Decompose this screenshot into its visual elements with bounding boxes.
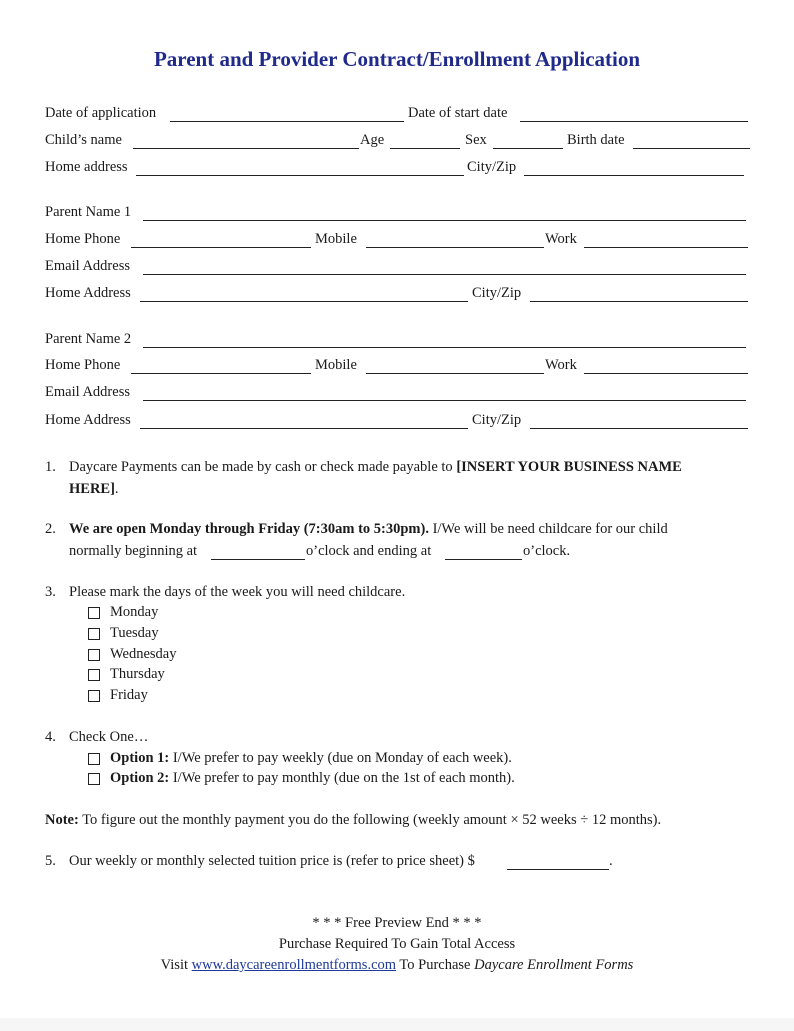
date-of-application-label: Date of application [45,105,157,121]
parent1-email-label: Email Address [45,258,130,274]
day-friday-label: Friday [110,687,148,703]
age-label: Age [360,132,385,148]
date-of-application-field[interactable] [170,121,404,122]
day-wednesday-label: Wednesday [110,646,177,662]
product-name: Daycare Enrollment Forms [474,957,634,973]
item-4-number: 4. [45,729,56,745]
option-1-label [110,750,512,767]
day-thursday-label: Thursday [110,666,165,682]
item-2-plain: I/We will be need childcare for our child [428,521,668,537]
preview-end-notice: * * * Free Preview End * * * [312,915,482,931]
parent2-mobile-label: Mobile [315,357,357,373]
birth-date-field[interactable] [633,148,750,149]
item-3-number: 3. [45,584,56,600]
parent1-home-address-field[interactable] [140,301,468,302]
parent2-city-zip-label: City/Zip [472,412,522,428]
date-of-start-field[interactable] [520,121,748,122]
tuition-price-field[interactable] [507,869,609,870]
home-address-label: Home address [45,159,128,175]
parent1-name-label: Parent Name 1 [45,204,132,220]
parent1-work-label: Work [545,231,577,247]
parent2-mobile-field[interactable] [366,373,544,374]
begin-time-field[interactable] [211,559,305,560]
note-text [45,812,661,829]
day-tuesday-label: Tuesday [110,625,159,641]
wednesday-checkbox[interactable] [88,649,100,661]
item-2-oclock: o’clock. [523,543,571,559]
note-body: To figure out the monthly payment you do the following (weekly amount × 52 weeks ÷ 12 months). [78,812,662,828]
item-2-text [69,521,668,538]
item-5-text: Our weekly or monthly selected tuition price is (refer to price sheet) $ [69,853,475,869]
city-zip-field[interactable] [524,175,744,176]
item-2-number: 2. [45,521,56,537]
parent1-mobile-field[interactable] [366,247,544,248]
option-1-checkbox[interactable] [88,753,100,765]
item-1-number: 1. [45,459,56,475]
item-5-number: 5. [45,853,56,869]
parent1-work-field[interactable] [584,247,748,248]
option-2-text: I/We prefer to pay monthly (due on the 1st of each month). [169,770,515,786]
parent2-home-phone-field[interactable] [131,373,311,374]
parent1-home-phone-field[interactable] [131,247,311,248]
parent2-name-label: Parent Name 2 [45,331,132,347]
visit-line [0,957,794,974]
option-1-text: I/We prefer to pay weekly (due on Monday of each week). [169,750,512,766]
option-2-checkbox[interactable] [88,773,100,785]
parent2-home-address-field[interactable] [140,428,468,429]
parent2-email-label: Email Address [45,384,130,400]
date-of-start-label: Date of start date [408,105,508,121]
item-4-text: Check One… [69,729,149,745]
item-1-text [69,459,682,476]
parent2-city-zip-field[interactable] [530,428,748,429]
monday-checkbox[interactable] [88,607,100,619]
item-2-begin-label: normally beginning at [69,543,198,559]
item-1-period: . [114,481,119,497]
item-1-business-name-end: HERE] [69,481,115,497]
parent2-work-label: Work [545,357,577,373]
parent2-home-address-label: Home Address [45,412,131,428]
item-3-text: Please mark the days of the week you will need childcare. [69,584,406,600]
option-1-title: Option 1: [110,750,170,766]
sex-label: Sex [465,132,487,148]
sex-field[interactable] [493,148,563,149]
day-monday-label: Monday [110,604,159,620]
page-title: Parent and Provider Contract/Enrollment Application [153,47,641,71]
age-field[interactable] [390,148,460,149]
parent2-name-field[interactable] [143,347,746,348]
item-1-plain: Daycare Payments can be made by cash or check made payable to [69,459,457,475]
website-link[interactable]: www.daycareenrollmentforms.com [191,957,397,973]
note-label: Note: [45,812,79,828]
parent2-home-phone-label: Home Phone [45,357,121,373]
parent1-city-zip-label: City/Zip [472,285,522,301]
visit-label: Visit [160,957,192,973]
to-purchase-label: To Purchase [396,957,475,973]
item-1-text-line2 [69,481,119,498]
city-zip-label: City/Zip [467,159,517,175]
page-bottom-edge [0,1018,794,1031]
parent2-work-field[interactable] [584,373,748,374]
parent1-mobile-label: Mobile [315,231,357,247]
parent1-email-field[interactable] [143,274,746,275]
purchase-required-notice: Purchase Required To Gain Total Access [278,936,516,952]
birth-date-label: Birth date [567,132,625,148]
parent2-email-field[interactable] [143,400,746,401]
parent1-home-phone-label: Home Phone [45,231,121,247]
end-time-field[interactable] [445,559,522,560]
item-5-period: . [609,853,613,869]
tuesday-checkbox[interactable] [88,628,100,640]
parent1-home-address-label: Home Address [45,285,131,301]
childs-name-label: Child’s name [45,132,122,148]
item-1-business-name: [INSERT YOUR BUSINESS NAME [456,459,682,475]
parent1-city-zip-field[interactable] [530,301,748,302]
home-address-field[interactable] [136,175,464,176]
thursday-checkbox[interactable] [88,669,100,681]
parent1-name-field[interactable] [143,220,746,221]
option-2-label [110,770,515,787]
option-2-title: Option 2: [110,770,170,786]
item-2-hours: We are open Monday through Friday (7:30am to 5:30pm). [69,521,429,537]
childs-name-field[interactable] [133,148,359,149]
item-2-end-label: o’clock and ending at [306,543,432,559]
friday-checkbox[interactable] [88,690,100,702]
